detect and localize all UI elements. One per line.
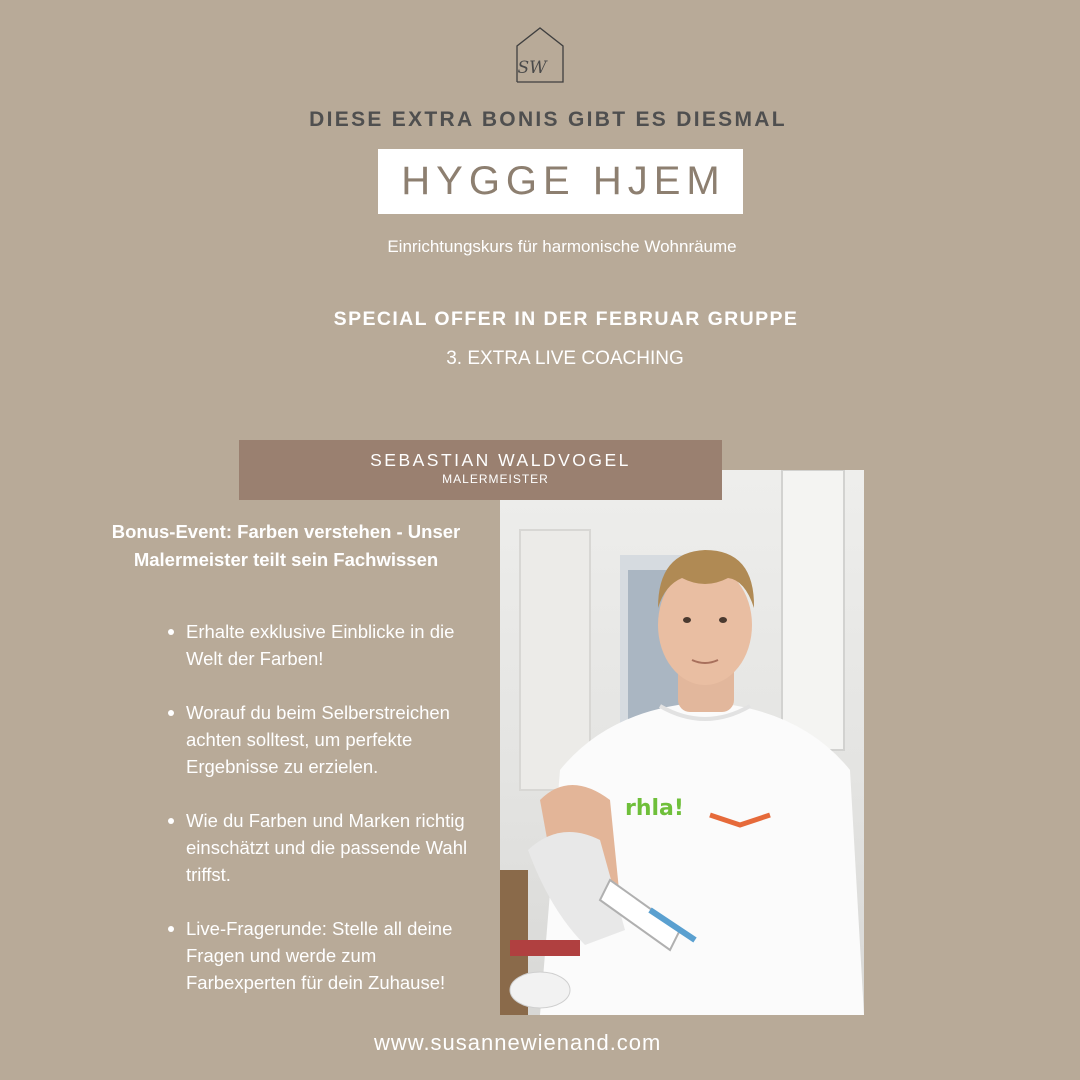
bullet-text: Erhalte exklusive Einblicke in die Welt der Farben! <box>186 621 455 669</box>
course-subtitle: Einrichtungskurs für harmonische Wohnräume <box>387 237 737 256</box>
speaker-role: MALERMEISTER <box>442 472 549 486</box>
course-title: HYGGE HJEM <box>401 159 726 203</box>
offer-title: SPECIAL OFFER IN DER FEBRUAR GRUPPE <box>333 308 799 330</box>
bonus-bullet-list <box>162 618 482 1023</box>
speaker-name: SEBASTIAN WALDVOGEL <box>370 450 631 470</box>
bullet-text: Live-Fragerunde: Stelle all deine Fragen und werde zum Farbexperten für dein Zuhause! <box>186 918 453 993</box>
bullet-icon <box>168 926 174 932</box>
offer-detail: 3. EXTRA LIVE COACHING <box>446 348 684 369</box>
course-title-box <box>378 149 743 214</box>
list-item <box>162 807 482 888</box>
portrait-illustration <box>500 470 864 1015</box>
list-item <box>162 618 482 672</box>
logo-monogram: SW <box>517 58 547 78</box>
bullet-text: Wie du Farben und Marken richtig einschätzt und die passende Wahl triffst. <box>186 810 468 885</box>
list-item <box>162 699 482 780</box>
speaker-name-bar <box>239 440 722 500</box>
svg-text:rhla!: rhla! <box>625 796 684 821</box>
bonus-event-title: Bonus-Event: Farben verstehen - Unser Malermeister teilt sein Fachwissen <box>111 521 461 570</box>
bullet-text: Worauf du beim Selberstreichen achten solltest, um perfekte Ergebnisse zu erzielen. <box>186 702 450 777</box>
bullet-icon <box>168 710 174 716</box>
list-item <box>162 915 482 996</box>
speaker-photo <box>500 470 864 1015</box>
bullet-icon <box>168 629 174 635</box>
bullet-icon <box>168 818 174 824</box>
website-link[interactable]: www.susannewienand.com <box>374 1030 662 1055</box>
page-headline: DIESE EXTRA BONIS GIBT ES DIESMAL <box>309 108 787 131</box>
